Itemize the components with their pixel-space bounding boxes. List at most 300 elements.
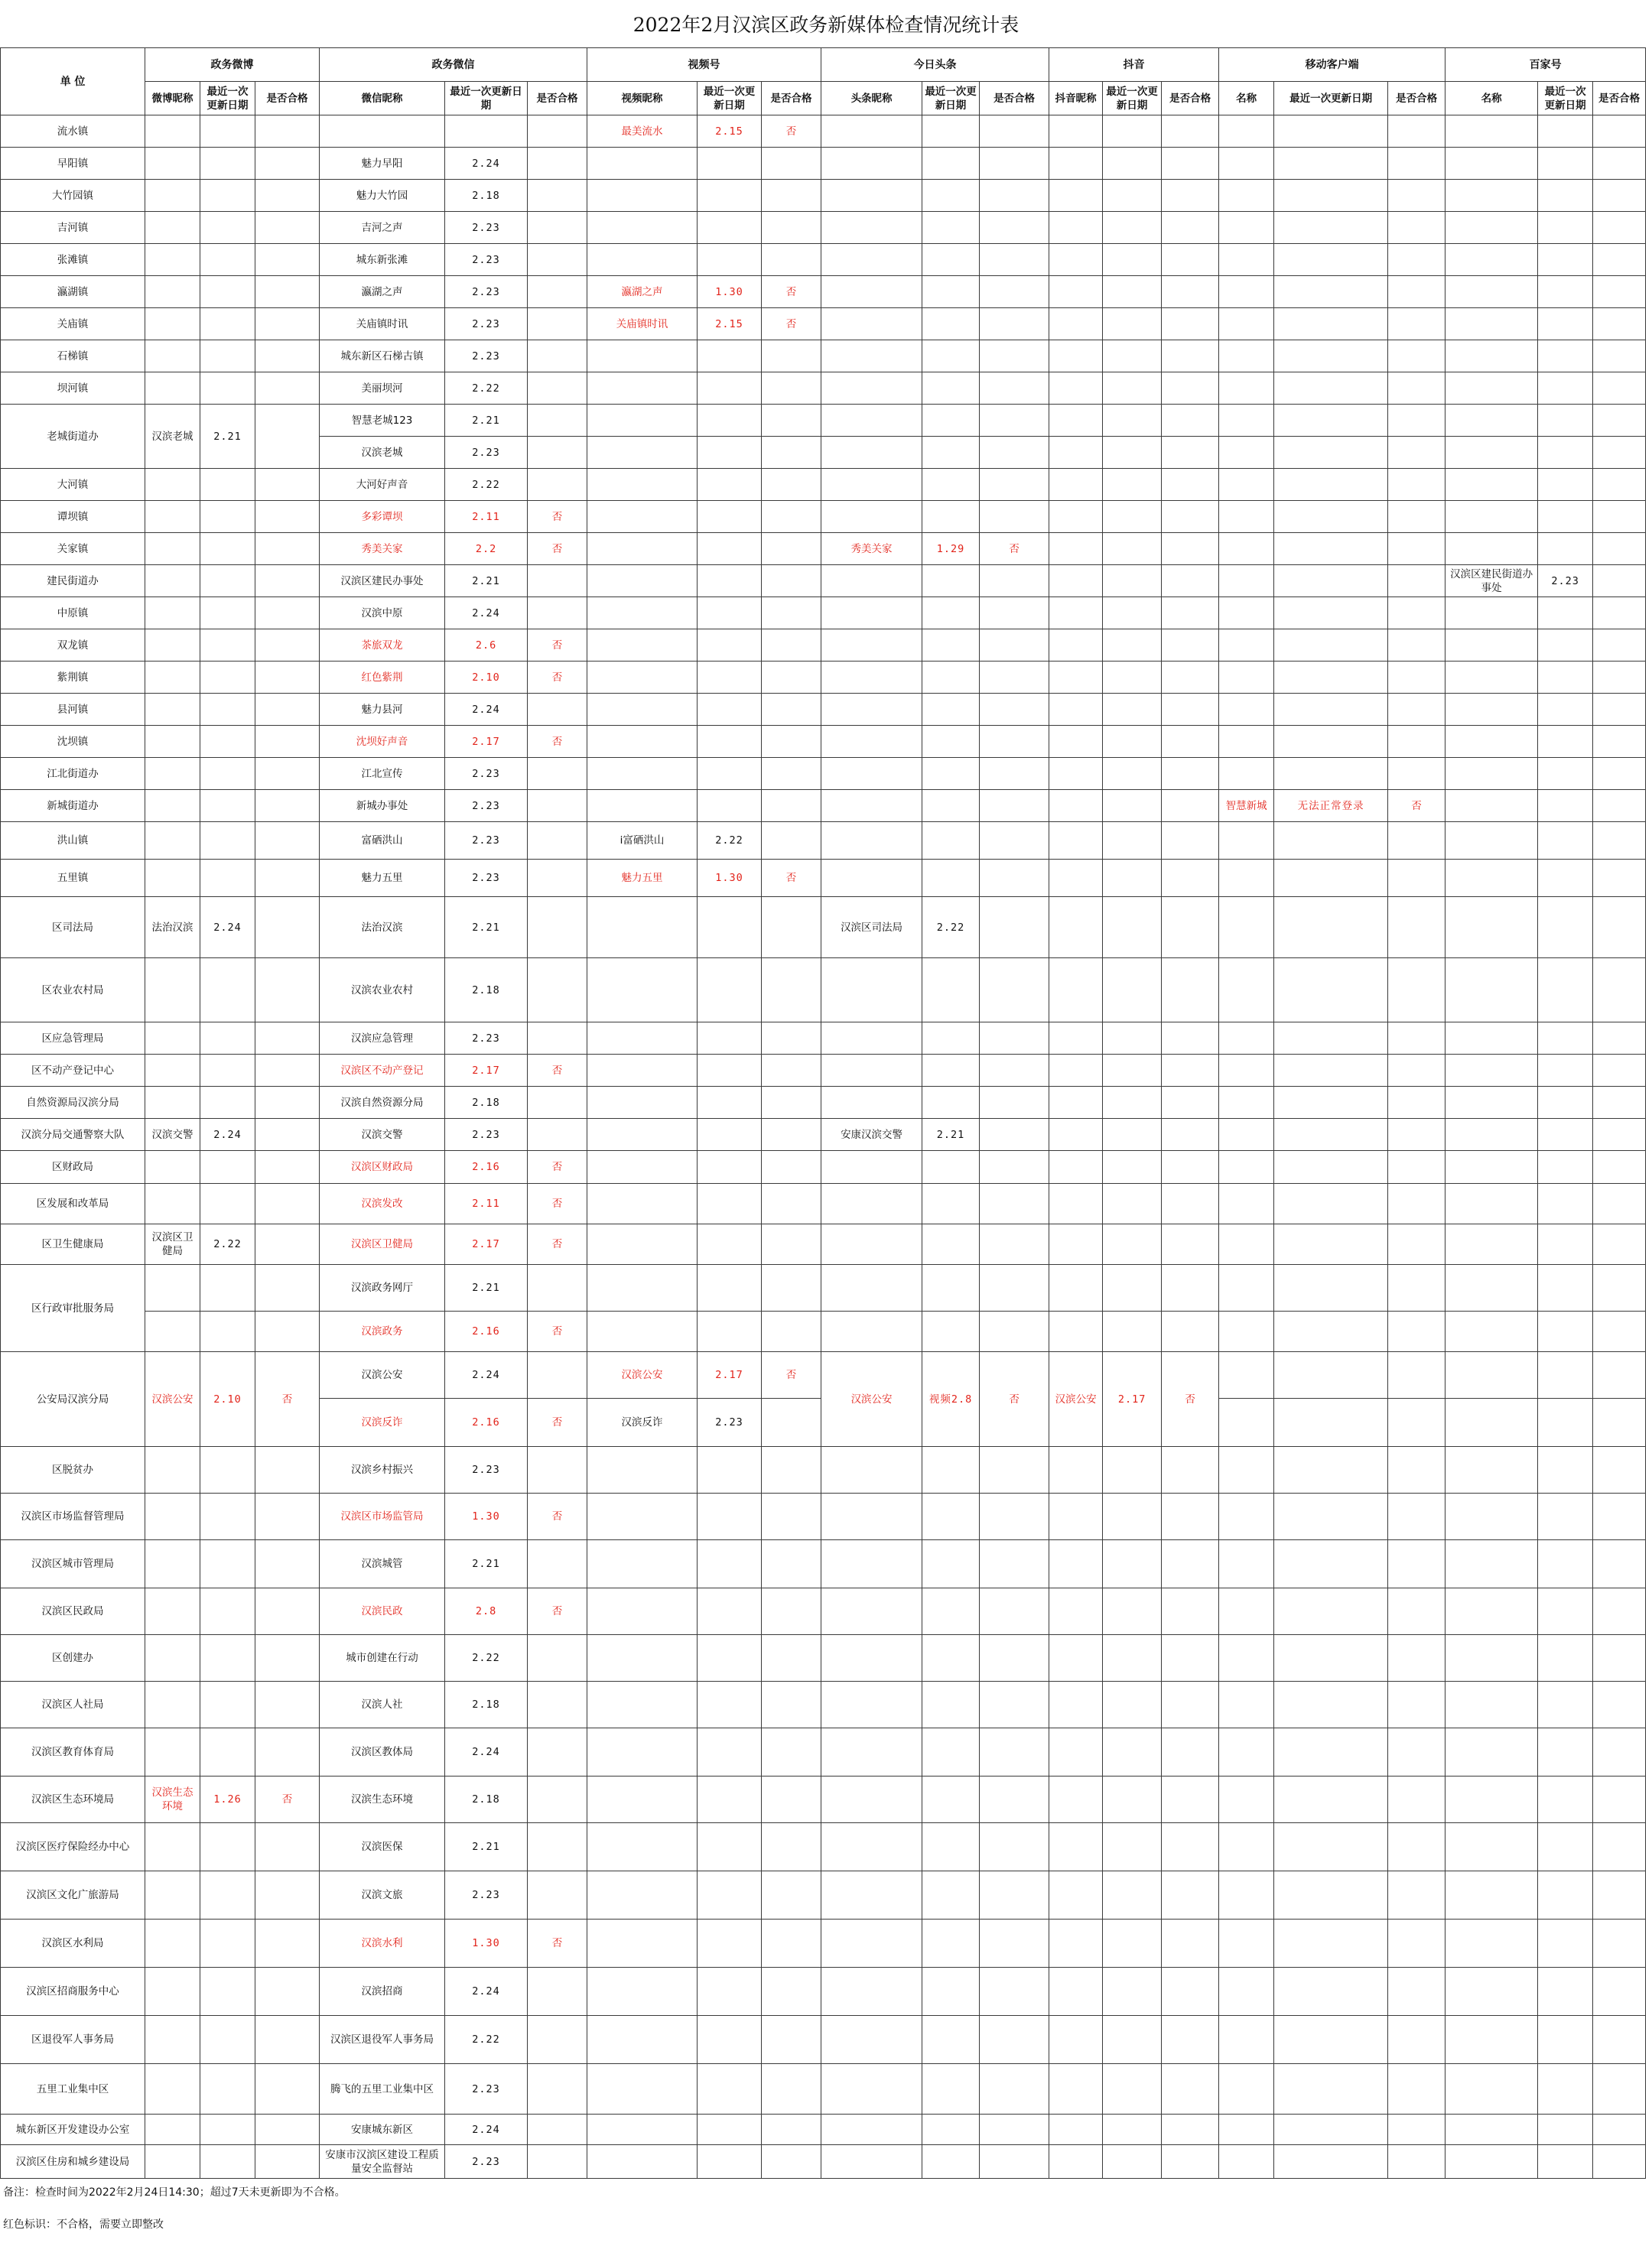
baijiahao-pass-cell bbox=[1593, 1022, 1646, 1055]
mobile-app-pass-cell bbox=[1388, 276, 1446, 308]
wechat-date-cell: 2.17 bbox=[445, 1224, 528, 1265]
header-video-account-date: 最近一次更新日期 bbox=[698, 82, 762, 115]
weibo-date-cell bbox=[200, 1055, 255, 1087]
baijiahao-date-cell bbox=[1538, 1588, 1593, 1635]
video-account-date-cell bbox=[698, 148, 762, 180]
wechat-date-cell: 2.11 bbox=[445, 1184, 528, 1224]
toutiao-date-cell bbox=[922, 372, 980, 405]
douyin-date-cell bbox=[1103, 244, 1162, 276]
weibo-pass-cell bbox=[255, 212, 320, 244]
baijiahao-pass-cell bbox=[1593, 662, 1646, 694]
toutiao-pass-cell bbox=[980, 437, 1049, 469]
table-row bbox=[1, 1540, 1646, 1588]
weibo-name-cell bbox=[145, 958, 200, 1022]
wechat-pass-cell bbox=[528, 1087, 587, 1119]
video-account-name-cell bbox=[587, 597, 698, 629]
toutiao-name-cell bbox=[821, 1728, 922, 1777]
video-account-pass-cell bbox=[762, 597, 821, 629]
toutiao-pass-cell bbox=[980, 694, 1049, 726]
baijiahao-date-cell bbox=[1538, 694, 1593, 726]
toutiao-name-cell: 汉滨公安 bbox=[821, 1352, 922, 1447]
douyin-pass-cell bbox=[1162, 437, 1219, 469]
wechat-name-cell: 汉滨区建民办事处 bbox=[320, 565, 445, 597]
mobile-app-pass-cell bbox=[1388, 244, 1446, 276]
video-account-date-cell bbox=[698, 180, 762, 212]
toutiao-date-cell bbox=[922, 1224, 980, 1265]
mobile-app-pass-cell bbox=[1388, 694, 1446, 726]
mobile-app-date-cell: 无法正常登录 bbox=[1274, 790, 1388, 822]
video-account-pass-cell bbox=[762, 629, 821, 662]
baijiahao-date-cell bbox=[1538, 1635, 1593, 1682]
douyin-pass-cell bbox=[1162, 244, 1219, 276]
video-account-pass-cell bbox=[762, 1871, 821, 1920]
mobile-app-pass-cell bbox=[1388, 437, 1446, 469]
weibo-name-cell bbox=[145, 308, 200, 340]
douyin-pass-cell bbox=[1162, 758, 1219, 790]
weibo-date-cell: 2.22 bbox=[200, 1224, 255, 1265]
wechat-date-cell: 2.23 bbox=[445, 1119, 528, 1151]
table-row bbox=[1, 1087, 1646, 1119]
toutiao-pass-cell bbox=[980, 1920, 1049, 1968]
wechat-pass-cell bbox=[528, 180, 587, 212]
toutiao-name-cell bbox=[821, 437, 922, 469]
weibo-name-cell bbox=[145, 501, 200, 533]
note-red-legend: 红色标识：不合格，需要立即整改 bbox=[3, 2219, 164, 2231]
baijiahao-name-cell bbox=[1446, 340, 1538, 372]
mobile-app-date-cell bbox=[1274, 597, 1388, 629]
baijiahao-name-cell bbox=[1446, 1588, 1538, 1635]
table-row bbox=[1, 148, 1646, 180]
toutiao-date-cell bbox=[922, 2115, 980, 2145]
wechat-name-cell: 汉滨应急管理 bbox=[320, 1022, 445, 1055]
unit-name-cell: 张滩镇 bbox=[1, 244, 145, 276]
weibo-pass-cell bbox=[255, 1055, 320, 1087]
wechat-name-cell: 瀛湖之声 bbox=[320, 276, 445, 308]
douyin-name-cell bbox=[1049, 1871, 1103, 1920]
video-account-date-cell bbox=[698, 372, 762, 405]
douyin-date-cell bbox=[1103, 860, 1162, 897]
baijiahao-date-cell bbox=[1538, 1055, 1593, 1087]
mobile-app-date-cell bbox=[1274, 726, 1388, 758]
wechat-name-cell: 魅力大竹园 bbox=[320, 180, 445, 212]
wechat-pass-cell: 否 bbox=[528, 1055, 587, 1087]
table-row bbox=[1, 1022, 1646, 1055]
wechat-pass-cell bbox=[528, 276, 587, 308]
baijiahao-date-cell bbox=[1538, 340, 1593, 372]
wechat-name-cell: 汉滨招商 bbox=[320, 1968, 445, 2016]
toutiao-pass-cell bbox=[980, 1151, 1049, 1184]
douyin-date-cell bbox=[1103, 1151, 1162, 1184]
toutiao-pass-cell bbox=[980, 2145, 1049, 2179]
weibo-pass-cell bbox=[255, 790, 320, 822]
wechat-pass-cell: 否 bbox=[528, 501, 587, 533]
mobile-app-name-cell bbox=[1219, 662, 1274, 694]
mobile-app-date-cell bbox=[1274, 662, 1388, 694]
baijiahao-date-cell bbox=[1538, 180, 1593, 212]
baijiahao-date-cell bbox=[1538, 276, 1593, 308]
douyin-name-cell bbox=[1049, 758, 1103, 790]
baijiahao-date-cell bbox=[1538, 897, 1593, 958]
mobile-app-date-cell bbox=[1274, 244, 1388, 276]
header-mobile-app-date: 最近一次更新日期 bbox=[1274, 82, 1388, 115]
douyin-name-cell bbox=[1049, 726, 1103, 758]
douyin-date-cell bbox=[1103, 2115, 1162, 2145]
wechat-pass-cell: 否 bbox=[528, 726, 587, 758]
unit-name-cell: 大河镇 bbox=[1, 469, 145, 501]
toutiao-name-cell bbox=[821, 790, 922, 822]
douyin-date-cell bbox=[1103, 212, 1162, 244]
weibo-pass-cell bbox=[255, 1968, 320, 2016]
video-account-date-cell bbox=[698, 1184, 762, 1224]
douyin-date-cell bbox=[1103, 1022, 1162, 1055]
douyin-name-cell bbox=[1049, 469, 1103, 501]
douyin-name-cell bbox=[1049, 860, 1103, 897]
video-account-name-cell bbox=[587, 1635, 698, 1682]
video-account-date-cell bbox=[698, 1151, 762, 1184]
toutiao-name-cell bbox=[821, 1224, 922, 1265]
wechat-date-cell: 2.16 bbox=[445, 1151, 528, 1184]
video-account-name-cell: 瀛湖之声 bbox=[587, 276, 698, 308]
toutiao-pass-cell bbox=[980, 1224, 1049, 1265]
toutiao-pass-cell bbox=[980, 501, 1049, 533]
video-account-date-cell bbox=[698, 758, 762, 790]
baijiahao-pass-cell bbox=[1593, 1777, 1646, 1823]
wechat-name-cell: 美丽坝河 bbox=[320, 372, 445, 405]
wechat-date-cell: 2.22 bbox=[445, 469, 528, 501]
toutiao-date-cell bbox=[922, 276, 980, 308]
mobile-app-pass-cell bbox=[1388, 758, 1446, 790]
wechat-date-cell: 2.23 bbox=[445, 1022, 528, 1055]
unit-name-cell: 双龙镇 bbox=[1, 629, 145, 662]
header-douyin-pass: 是否合格 bbox=[1162, 82, 1219, 115]
video-account-date-cell bbox=[698, 1968, 762, 2016]
baijiahao-pass-cell bbox=[1593, 533, 1646, 565]
toutiao-date-cell bbox=[922, 597, 980, 629]
toutiao-name-cell bbox=[821, 694, 922, 726]
mobile-app-pass-cell bbox=[1388, 115, 1446, 148]
wechat-name-cell: 新城办事处 bbox=[320, 790, 445, 822]
video-account-date-cell bbox=[698, 2064, 762, 2115]
video-account-pass-cell bbox=[762, 897, 821, 958]
toutiao-pass-cell bbox=[980, 244, 1049, 276]
douyin-pass-cell bbox=[1162, 1022, 1219, 1055]
baijiahao-pass-cell bbox=[1593, 2016, 1646, 2064]
douyin-name-cell bbox=[1049, 308, 1103, 340]
mobile-app-date-cell bbox=[1274, 1635, 1388, 1682]
baijiahao-date-cell bbox=[1538, 629, 1593, 662]
weibo-name-cell bbox=[145, 662, 200, 694]
wechat-date-cell: 2.23 bbox=[445, 340, 528, 372]
video-account-date-cell bbox=[698, 597, 762, 629]
baijiahao-pass-cell bbox=[1593, 758, 1646, 790]
table-row bbox=[1, 1968, 1646, 2016]
douyin-pass-cell bbox=[1162, 372, 1219, 405]
douyin-name-cell bbox=[1049, 1055, 1103, 1087]
wechat-name-cell: 城东新区石梯古镇 bbox=[320, 340, 445, 372]
video-account-name-cell bbox=[587, 758, 698, 790]
wechat-pass-cell bbox=[528, 790, 587, 822]
toutiao-date-cell bbox=[922, 1022, 980, 1055]
mobile-app-date-cell bbox=[1274, 1224, 1388, 1265]
douyin-pass-cell bbox=[1162, 2064, 1219, 2115]
video-account-pass-cell bbox=[762, 1119, 821, 1151]
baijiahao-date-cell bbox=[1538, 1087, 1593, 1119]
table-row bbox=[1, 1682, 1646, 1728]
video-account-date-cell: 2.15 bbox=[698, 308, 762, 340]
video-account-pass-cell bbox=[762, 1588, 821, 1635]
unit-name-cell: 五里镇 bbox=[1, 860, 145, 897]
toutiao-date-cell bbox=[922, 726, 980, 758]
douyin-date-cell bbox=[1103, 1265, 1162, 1312]
mobile-app-date-cell bbox=[1274, 1055, 1388, 1087]
weibo-pass-cell bbox=[255, 1312, 320, 1352]
mobile-app-date-cell bbox=[1274, 1352, 1388, 1399]
video-account-pass-cell: 否 bbox=[762, 115, 821, 148]
table-row bbox=[1, 2064, 1646, 2115]
weibo-name-cell bbox=[145, 1540, 200, 1588]
wechat-date-cell: 2.17 bbox=[445, 726, 528, 758]
toutiao-date-cell bbox=[922, 1777, 980, 1823]
baijiahao-pass-cell bbox=[1593, 726, 1646, 758]
video-account-pass-cell bbox=[762, 822, 821, 860]
header-group-douyin: 抖音 bbox=[1049, 48, 1219, 82]
douyin-name-cell bbox=[1049, 212, 1103, 244]
baijiahao-date-cell bbox=[1538, 726, 1593, 758]
toutiao-pass-cell bbox=[980, 565, 1049, 597]
toutiao-name-cell bbox=[821, 1540, 922, 1588]
mobile-app-pass-cell bbox=[1388, 1635, 1446, 1682]
toutiao-name-cell bbox=[821, 340, 922, 372]
weibo-date-cell bbox=[200, 565, 255, 597]
wechat-pass-cell bbox=[528, 1119, 587, 1151]
wechat-date-cell: 2.24 bbox=[445, 1968, 528, 2016]
baijiahao-name-cell bbox=[1446, 1728, 1538, 1777]
weibo-name-cell bbox=[145, 1151, 200, 1184]
douyin-date-cell bbox=[1103, 1823, 1162, 1871]
video-account-name-cell bbox=[587, 1119, 698, 1151]
unit-name-cell: 区卫生健康局 bbox=[1, 1224, 145, 1265]
weibo-name-cell bbox=[145, 148, 200, 180]
video-account-date-cell bbox=[698, 565, 762, 597]
douyin-date-cell: 2.17 bbox=[1103, 1352, 1162, 1447]
baijiahao-name-cell bbox=[1446, 1022, 1538, 1055]
douyin-date-cell bbox=[1103, 372, 1162, 405]
toutiao-name-cell bbox=[821, 212, 922, 244]
wechat-name-cell: 安康市汉滨区建设工程质量安全监督站 bbox=[320, 2145, 445, 2179]
wechat-pass-cell bbox=[528, 115, 587, 148]
wechat-name-cell: 汉滨生态环境 bbox=[320, 1777, 445, 1823]
unit-name-cell: 江北街道办 bbox=[1, 758, 145, 790]
video-account-name-cell: 魅力五里 bbox=[587, 860, 698, 897]
mobile-app-pass-cell bbox=[1388, 533, 1446, 565]
baijiahao-pass-cell bbox=[1593, 244, 1646, 276]
baijiahao-pass-cell bbox=[1593, 2064, 1646, 2115]
wechat-name-cell: 汉滨交警 bbox=[320, 1119, 445, 1151]
douyin-pass-cell bbox=[1162, 501, 1219, 533]
toutiao-date-cell bbox=[922, 1635, 980, 1682]
toutiao-date-cell bbox=[922, 565, 980, 597]
header-video-account-pass: 是否合格 bbox=[762, 82, 821, 115]
toutiao-date-cell bbox=[922, 1494, 980, 1540]
video-account-name-cell bbox=[587, 662, 698, 694]
baijiahao-name-cell bbox=[1446, 2115, 1538, 2145]
toutiao-pass-cell bbox=[980, 758, 1049, 790]
video-account-name-cell: i富硒洪山 bbox=[587, 822, 698, 860]
toutiao-date-cell bbox=[922, 437, 980, 469]
weibo-pass-cell bbox=[255, 405, 320, 469]
video-account-name-cell bbox=[587, 1682, 698, 1728]
toutiao-date-cell bbox=[922, 1823, 980, 1871]
video-account-pass-cell bbox=[762, 1920, 821, 1968]
wechat-name-cell: 城市创建在行动 bbox=[320, 1635, 445, 1682]
baijiahao-pass-cell bbox=[1593, 694, 1646, 726]
mobile-app-name-cell bbox=[1219, 958, 1274, 1022]
weibo-date-cell bbox=[200, 533, 255, 565]
wechat-name-cell: 吉河之声 bbox=[320, 212, 445, 244]
mobile-app-date-cell bbox=[1274, 469, 1388, 501]
douyin-name-cell bbox=[1049, 1494, 1103, 1540]
video-account-date-cell bbox=[698, 726, 762, 758]
weibo-pass-cell bbox=[255, 1682, 320, 1728]
baijiahao-pass-cell bbox=[1593, 1119, 1646, 1151]
douyin-name-cell bbox=[1049, 340, 1103, 372]
unit-name-cell: 汉滨区水利局 bbox=[1, 1920, 145, 1968]
wechat-pass-cell bbox=[528, 2016, 587, 2064]
weibo-pass-cell bbox=[255, 1635, 320, 1682]
table-row bbox=[1, 244, 1646, 276]
video-account-pass-cell bbox=[762, 501, 821, 533]
video-account-pass-cell bbox=[762, 1968, 821, 2016]
douyin-pass-cell bbox=[1162, 1087, 1219, 1119]
toutiao-name-cell bbox=[821, 180, 922, 212]
mobile-app-date-cell bbox=[1274, 1494, 1388, 1540]
toutiao-pass-cell bbox=[980, 1635, 1049, 1682]
baijiahao-pass-cell bbox=[1593, 1540, 1646, 1588]
video-account-date-cell bbox=[698, 694, 762, 726]
weibo-name-cell bbox=[145, 212, 200, 244]
mobile-app-date-cell bbox=[1274, 276, 1388, 308]
baijiahao-pass-cell bbox=[1593, 437, 1646, 469]
note-inspection-time: 备注：检查时间为2022年2月24日14:30；超过7天未更新即为不合格。 bbox=[3, 2186, 346, 2199]
weibo-name-cell bbox=[145, 1682, 200, 1728]
douyin-date-cell bbox=[1103, 501, 1162, 533]
unit-name-cell: 洪山镇 bbox=[1, 822, 145, 860]
douyin-name-cell bbox=[1049, 2145, 1103, 2179]
table-row bbox=[1, 212, 1646, 244]
mobile-app-date-cell bbox=[1274, 1447, 1388, 1494]
mobile-app-date-cell bbox=[1274, 1682, 1388, 1728]
mobile-app-pass-cell bbox=[1388, 1184, 1446, 1224]
baijiahao-date-cell bbox=[1538, 822, 1593, 860]
toutiao-name-cell bbox=[821, 501, 922, 533]
mobile-app-name-cell bbox=[1219, 340, 1274, 372]
unit-name-cell: 关庙镇 bbox=[1, 308, 145, 340]
wechat-date-cell: 2.23 bbox=[445, 790, 528, 822]
video-account-date-cell bbox=[698, 437, 762, 469]
wechat-pass-cell: 否 bbox=[528, 1588, 587, 1635]
douyin-pass-cell bbox=[1162, 1635, 1219, 1682]
douyin-date-cell bbox=[1103, 726, 1162, 758]
toutiao-pass-cell bbox=[980, 1184, 1049, 1224]
mobile-app-pass-cell bbox=[1388, 1055, 1446, 1087]
mobile-app-pass-cell bbox=[1388, 1823, 1446, 1871]
unit-name-cell: 汉滨区市场监督管理局 bbox=[1, 1494, 145, 1540]
baijiahao-name-cell bbox=[1446, 1312, 1538, 1352]
toutiao-name-cell bbox=[821, 405, 922, 437]
douyin-name-cell bbox=[1049, 1184, 1103, 1224]
weibo-name-cell bbox=[145, 1022, 200, 1055]
baijiahao-name-cell bbox=[1446, 790, 1538, 822]
toutiao-name-cell bbox=[821, 244, 922, 276]
video-account-date-cell bbox=[698, 244, 762, 276]
toutiao-pass-cell bbox=[980, 1087, 1049, 1119]
weibo-name-cell bbox=[145, 2016, 200, 2064]
table-row bbox=[1, 629, 1646, 662]
video-account-name-cell bbox=[587, 212, 698, 244]
wechat-name-cell: 汉滨公安 bbox=[320, 1352, 445, 1399]
toutiao-date-cell bbox=[922, 790, 980, 822]
mobile-app-name-cell bbox=[1219, 1682, 1274, 1728]
douyin-name-cell bbox=[1049, 1920, 1103, 1968]
douyin-pass-cell bbox=[1162, 340, 1219, 372]
toutiao-pass-cell bbox=[980, 662, 1049, 694]
baijiahao-name-cell bbox=[1446, 758, 1538, 790]
mobile-app-date-cell bbox=[1274, 1399, 1388, 1447]
mobile-app-date-cell bbox=[1274, 1265, 1388, 1312]
video-account-name-cell bbox=[587, 1823, 698, 1871]
baijiahao-date-cell bbox=[1538, 533, 1593, 565]
toutiao-date-cell bbox=[922, 2064, 980, 2115]
douyin-name-cell bbox=[1049, 2064, 1103, 2115]
mobile-app-pass-cell bbox=[1388, 180, 1446, 212]
douyin-pass-cell bbox=[1162, 469, 1219, 501]
header-mobile-app-name: 名称 bbox=[1219, 82, 1274, 115]
toutiao-date-cell bbox=[922, 1151, 980, 1184]
header-unit: 单 位 bbox=[1, 48, 145, 115]
table-row bbox=[1, 897, 1646, 958]
toutiao-name-cell bbox=[821, 1265, 922, 1312]
douyin-pass-cell bbox=[1162, 180, 1219, 212]
wechat-date-cell: 2.18 bbox=[445, 1682, 528, 1728]
mobile-app-date-cell bbox=[1274, 1087, 1388, 1119]
toutiao-name-cell bbox=[821, 276, 922, 308]
unit-name-cell: 区司法局 bbox=[1, 897, 145, 958]
baijiahao-pass-cell bbox=[1593, 597, 1646, 629]
mobile-app-pass-cell bbox=[1388, 1494, 1446, 1540]
baijiahao-name-cell bbox=[1446, 405, 1538, 437]
douyin-pass-cell bbox=[1162, 1494, 1219, 1540]
weibo-name-cell bbox=[145, 2145, 200, 2179]
douyin-date-cell bbox=[1103, 115, 1162, 148]
baijiahao-pass-cell bbox=[1593, 1968, 1646, 2016]
mobile-app-pass-cell bbox=[1388, 1920, 1446, 1968]
douyin-pass-cell bbox=[1162, 1055, 1219, 1087]
toutiao-pass-cell bbox=[980, 1682, 1049, 1728]
baijiahao-date-cell bbox=[1538, 2115, 1593, 2145]
header-wechat-name: 微信昵称 bbox=[320, 82, 445, 115]
douyin-name-cell bbox=[1049, 1635, 1103, 1682]
wechat-name-cell: 智慧老城123 bbox=[320, 405, 445, 437]
video-account-pass-cell bbox=[762, 1312, 821, 1352]
toutiao-pass-cell bbox=[980, 1265, 1049, 1312]
douyin-pass-cell bbox=[1162, 897, 1219, 958]
weibo-pass-cell bbox=[255, 958, 320, 1022]
mobile-app-pass-cell bbox=[1388, 958, 1446, 1022]
video-account-pass-cell bbox=[762, 2115, 821, 2145]
weibo-date-cell bbox=[200, 1312, 255, 1352]
mobile-app-pass-cell bbox=[1388, 629, 1446, 662]
baijiahao-pass-cell bbox=[1593, 469, 1646, 501]
